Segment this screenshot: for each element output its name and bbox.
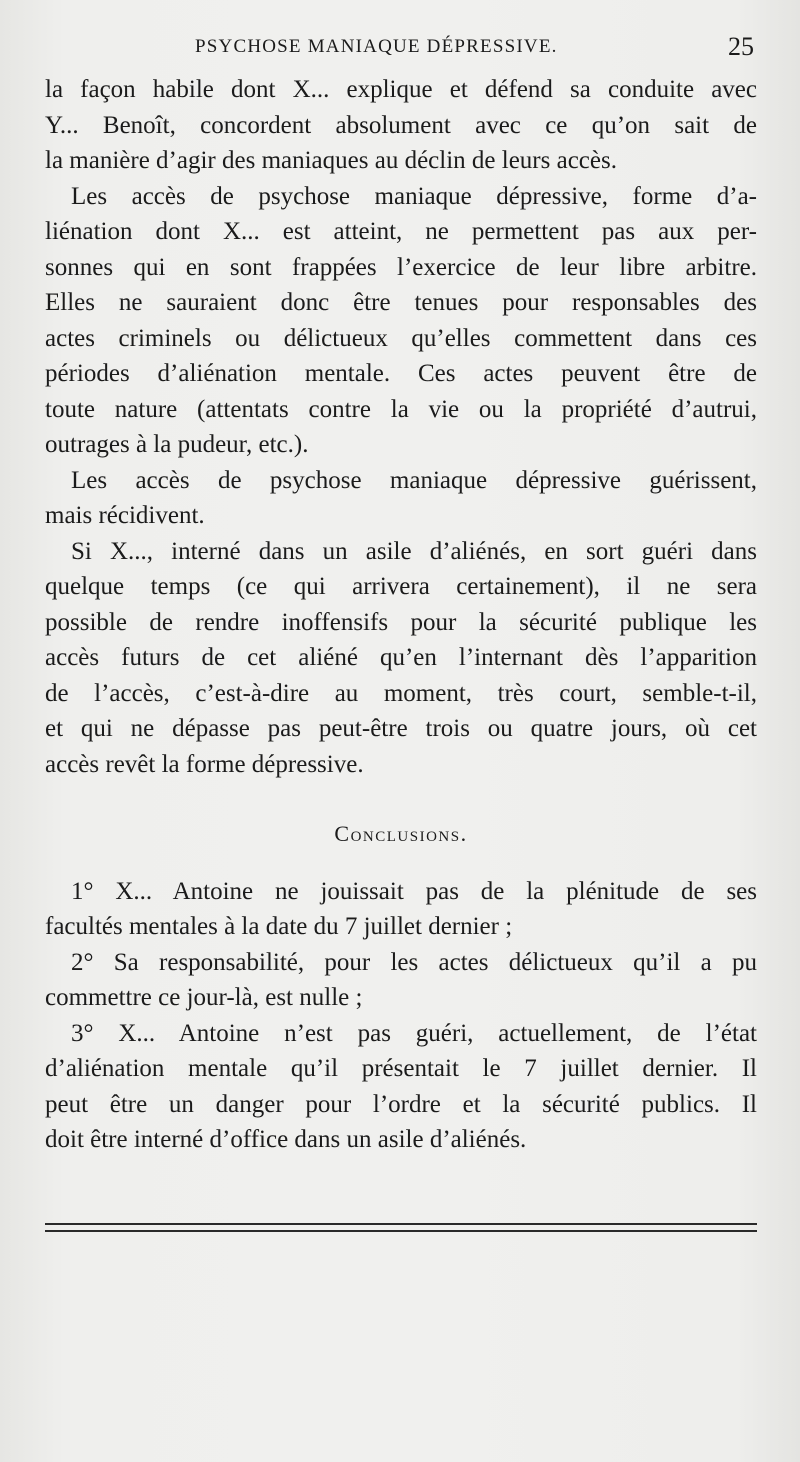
text-line: Elles ne sauraient donc être tenues pour responsables des	[45, 289, 757, 316]
text-line: Y... Benoît, concordent absolument avec ce qu’on sait de	[45, 111, 757, 139]
conclusion-1	[45, 874, 757, 945]
text-line: la manière d’agir des maniaques au déclin de leurs accès.	[45, 147, 617, 174]
text-line: et qui ne dépasse pas peut-être trois ou quatre jours, où cet	[45, 715, 757, 742]
paragraph-2	[45, 179, 757, 463]
section-title-conclusions: Conclusions.	[334, 821, 468, 846]
text-line: commettre ce jour-là, est nulle ;	[45, 984, 363, 1011]
paragraph-1	[45, 72, 757, 179]
text-line: la façon habile dont X... explique et défend sa conduite avec	[45, 76, 757, 103]
text-line: Les accès de psychose maniaque dépressive guérissent,	[71, 466, 757, 494]
text-line: quelque temps (ce qui arrivera certainement), il ne sera	[45, 573, 757, 600]
text-line: actes criminels ou délictueux qu’elles commettent dans ces	[45, 324, 757, 352]
paragraph-3	[45, 463, 757, 534]
text-line: Si X..., interné dans un asile d’aliénés, en sort guéri dans	[71, 537, 757, 565]
text-line: d’aliénation mentale qu’il présentait le 7 juillet dernier. Il	[45, 1055, 757, 1082]
rule-line	[45, 1230, 757, 1232]
text-line: peut être un danger pour l’ordre et la sécurité publics. Il	[45, 1090, 757, 1118]
page-number: 25	[728, 32, 754, 61]
text-line: possible de rendre inoffensifs pour la sécurité publique les	[45, 608, 757, 636]
text-line: 3° X... Antoine n’est pas guéri, actuellement, de l’état	[71, 1019, 757, 1047]
text-line: accès futurs de cet aliéné qu’en l’internant dès l’apparition	[45, 644, 757, 671]
running-header	[0, 34, 800, 64]
text-line: liénation dont X... est atteint, ne permettent pas aux per-	[45, 218, 757, 245]
end-rule	[45, 1223, 757, 1237]
text-line: accès revêt la forme dépressive.	[45, 750, 364, 778]
rule-line	[45, 1223, 757, 1225]
body-text	[45, 72, 757, 1158]
text-line: 2° Sa responsabilité, pour les actes délictueux qu’il a pu	[71, 948, 757, 976]
text-line: doit être interné d’office dans un asile d’aliénés.	[45, 1126, 527, 1153]
text-line: outrages à la pudeur, etc.).	[45, 431, 309, 458]
conclusion-3	[45, 1016, 757, 1158]
paragraph-4	[45, 534, 757, 783]
text-line: toute nature (attentats contre la vie ou la propriété d’autrui,	[45, 395, 757, 423]
text-line: sonnes qui en sont frappées l’exercice de leur libre arbitre.	[45, 253, 757, 281]
text-line: périodes d’aliénation mentale. Ces actes peuvent être de	[45, 360, 757, 387]
text-line: facultés mentales à la date du 7 juillet dernier ;	[45, 913, 513, 940]
running-title: PSYCHOSE MANIAQUE DÉPRESSIVE.	[195, 36, 558, 57]
text-line: 1° X... Antoine ne jouissait pas de la plénitude de ses	[71, 877, 757, 905]
text-line: Les accès de psychose maniaque dépressive, forme d’a-	[71, 182, 757, 210]
text-line: de l’accès, c’est-à-dire au moment, très court, semble-t-il,	[45, 679, 757, 707]
conclusion-2	[45, 945, 757, 1016]
text-line: mais récidivent.	[45, 502, 205, 529]
